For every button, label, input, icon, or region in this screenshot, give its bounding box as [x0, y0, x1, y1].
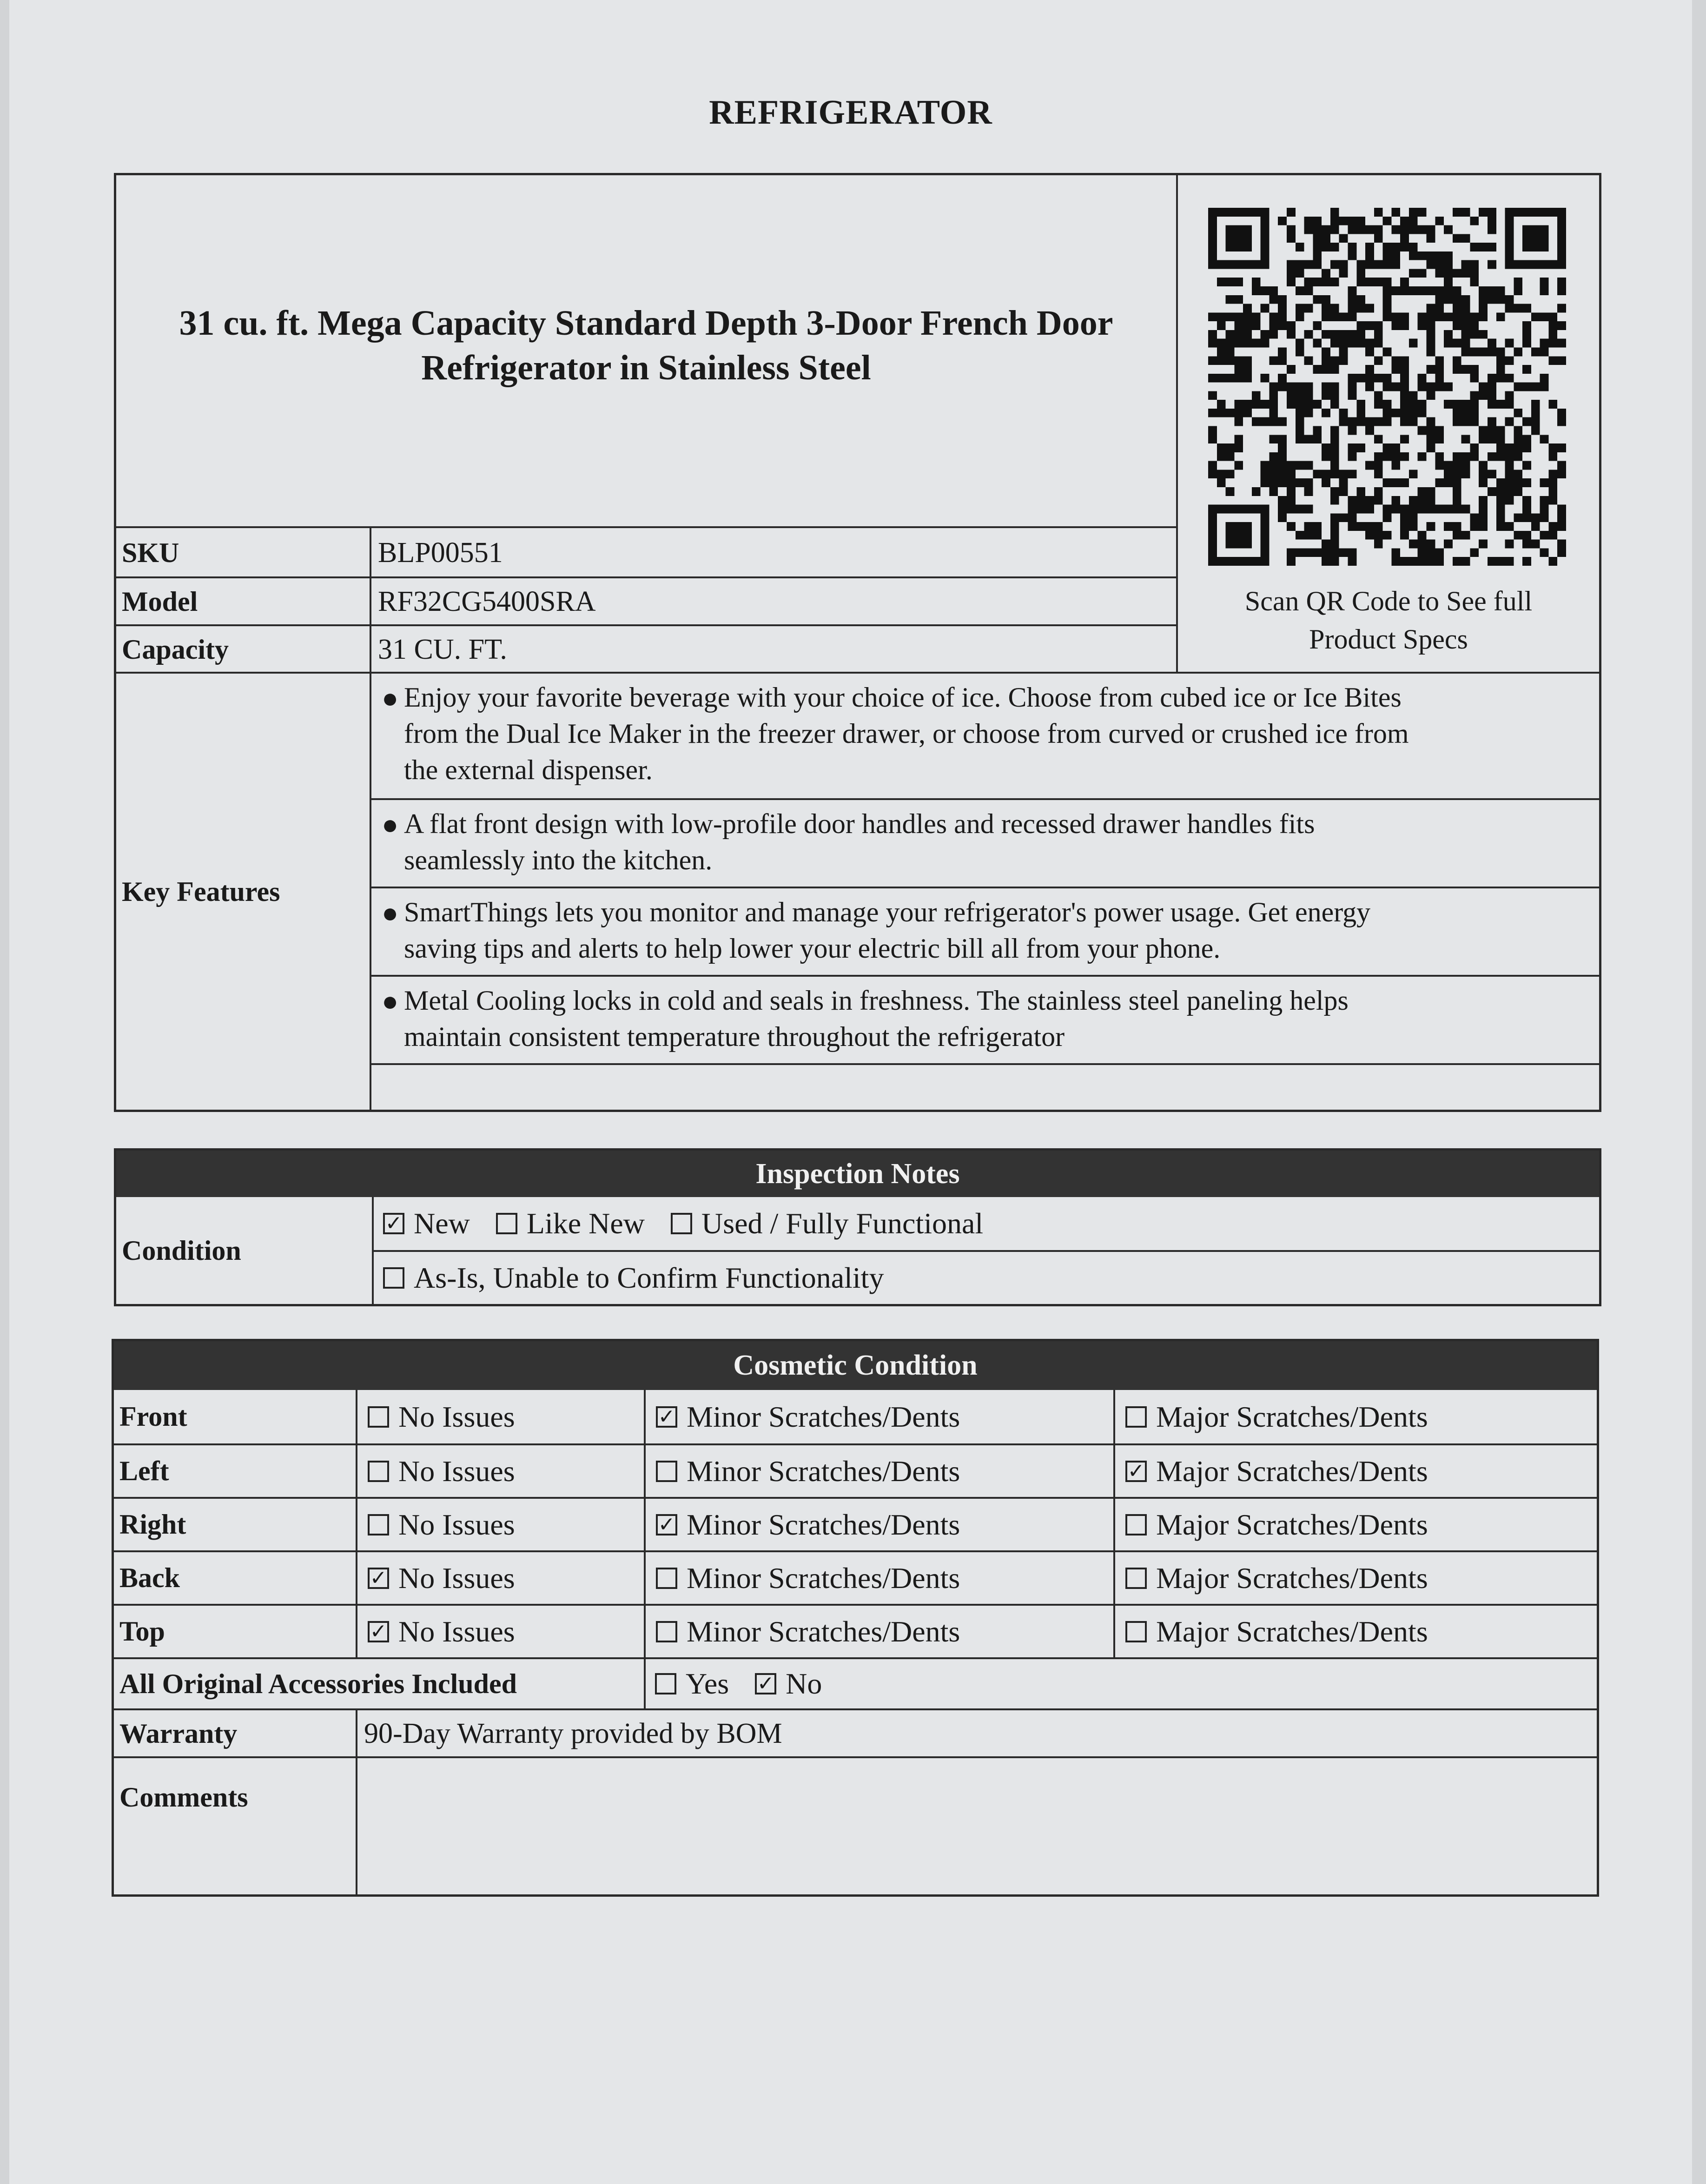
checkbox[interactable] — [656, 1461, 677, 1482]
option-label: No — [786, 1667, 822, 1700]
feature-line: maintain consistent temperature throughout the refrigerator — [404, 1021, 1065, 1052]
option-label: No Issues — [398, 1561, 515, 1595]
warranty-value: 90-Day Warranty provided by BOM — [356, 1708, 1597, 1757]
checkbox[interactable] — [1125, 1621, 1147, 1642]
product-name-line2: Refrigerator in Stainless Steel — [421, 348, 871, 387]
comments-label: Comments — [114, 1756, 356, 1894]
option-label: Minor Scratches/Dents — [687, 1615, 960, 1648]
cosmetic-option[interactable] — [1113, 1390, 1597, 1443]
feature-line: Enjoy your favorite beverage with your choice of ice. Choose from cubed ice or Ice Bites — [404, 682, 1402, 713]
checkbox[interactable]: ✓ — [656, 1514, 677, 1535]
feature-line: seamlessly into the kitchen. — [404, 845, 713, 875]
checkbox[interactable]: ✓ — [368, 1568, 389, 1589]
checkbox-as-is[interactable] — [383, 1267, 404, 1289]
condition-option-like-new[interactable] — [496, 1206, 645, 1241]
feature-item — [371, 674, 1599, 800]
feature-line: saving tips and alerts to help lower your electric bill all from your phone. — [404, 933, 1221, 964]
option-label: No Issues — [398, 1400, 515, 1433]
feature-line: A flat front design with low-profile door handles and recessed drawer handles fits — [404, 808, 1315, 839]
feature-line: Metal Cooling locks in cold and seals in freshness. The stainless steel paneling helps — [404, 985, 1349, 1016]
feature-item — [371, 800, 1599, 888]
condition-option-as-is[interactable] — [383, 1261, 884, 1295]
checkbox-like-new[interactable] — [496, 1213, 517, 1234]
cosmetic-row-label: Front — [119, 1401, 187, 1432]
option-label: Major Scratches/Dents — [1156, 1400, 1428, 1433]
checkbox[interactable] — [1125, 1568, 1147, 1589]
option-label: As-Is, Unable to Confirm Functionality — [414, 1261, 884, 1294]
document-sheet — [9, 0, 1692, 2184]
inspection-table — [114, 1148, 1601, 1306]
product-name-line1: 31 cu. ft. Mega Capacity Standard Depth 3-Door French Door — [179, 304, 1113, 343]
cosmetic-option[interactable] — [356, 1443, 644, 1497]
cosmetic-option[interactable] — [356, 1390, 644, 1443]
product-name — [116, 301, 1176, 390]
capacity-value: 31 CU. FT. — [370, 624, 1176, 673]
checkbox[interactable] — [368, 1461, 389, 1482]
accessories-label: All Original Accessories Included — [114, 1657, 644, 1708]
cosmetic-option[interactable] — [1113, 1443, 1597, 1497]
option-label: Minor Scratches/Dents — [687, 1561, 960, 1595]
comments-field[interactable] — [356, 1756, 1597, 1894]
qr-code-icon[interactable] — [1208, 208, 1566, 566]
option-label: No Issues — [398, 1615, 515, 1648]
inspection-header: Inspection Notes — [116, 1151, 1599, 1197]
key-features-label: Key Features — [116, 672, 370, 1110]
cosmetic-option[interactable] — [1113, 1550, 1597, 1604]
feature-item — [371, 977, 1599, 1065]
option-label: No Issues — [398, 1508, 515, 1541]
condition-option-used[interactable] — [671, 1206, 983, 1241]
product-name-cell — [116, 175, 1176, 529]
cosmetic-row-label: Left — [114, 1443, 356, 1497]
checkbox[interactable]: ✓ — [656, 1406, 677, 1428]
feature-line: from the Dual Ice Maker in the freezer drawer, or choose from curved or crushed ice from — [404, 718, 1409, 749]
key-features-list — [370, 672, 1599, 1110]
bullet-icon: ● — [382, 986, 399, 1017]
model-value: RF32CG5400SRA — [370, 576, 1176, 625]
option-label: Minor Scratches/Dents — [687, 1400, 960, 1433]
qr-caption — [1178, 582, 1599, 658]
bullet-icon: ● — [382, 898, 399, 928]
option-label: New — [414, 1207, 470, 1240]
cosmetic-option[interactable] — [644, 1497, 1113, 1550]
feature-line: SmartThings lets you monitor and manage your refrigerator's power usage. Get energy — [404, 897, 1371, 927]
feature-line: the external dispenser. — [404, 754, 653, 785]
option-label: Like New — [526, 1207, 645, 1240]
option-label: Major Scratches/Dents — [1156, 1561, 1428, 1595]
cosmetic-option[interactable] — [1113, 1497, 1597, 1550]
checkbox[interactable] — [368, 1514, 389, 1535]
capacity-label: Capacity — [116, 624, 370, 673]
checkbox-yes[interactable] — [655, 1673, 676, 1694]
accessories-option-no[interactable] — [755, 1667, 822, 1701]
qr-caption-line1: Scan QR Code to See full — [1244, 586, 1533, 616]
cosmetic-option[interactable] — [644, 1550, 1113, 1604]
qr-caption-line2: Product Specs — [1309, 624, 1468, 655]
cosmetic-row-label: Right — [114, 1497, 356, 1550]
document-title: REFRIGERATOR — [709, 93, 992, 132]
option-label: Yes — [686, 1667, 729, 1700]
option-label: Major Scratches/Dents — [1156, 1615, 1428, 1648]
checkbox[interactable] — [656, 1621, 677, 1642]
option-label: Major Scratches/Dents — [1156, 1454, 1428, 1488]
feature-item — [371, 888, 1599, 977]
checkbox-no[interactable]: ✓ — [755, 1673, 776, 1694]
cosmetic-header: Cosmetic Condition — [114, 1341, 1597, 1390]
cosmetic-option[interactable] — [1113, 1604, 1597, 1657]
model-label: Model — [116, 576, 370, 625]
cosmetic-option[interactable] — [356, 1604, 644, 1657]
bullet-icon: ● — [382, 809, 399, 840]
product-table — [114, 173, 1601, 1112]
bullet-icon: ● — [382, 683, 399, 714]
cosmetic-row-label: Top — [114, 1604, 356, 1657]
checkbox[interactable] — [368, 1406, 389, 1428]
option-label: Minor Scratches/Dents — [687, 1508, 960, 1541]
checkbox[interactable] — [1125, 1514, 1147, 1535]
sku-value: BLP00551 — [370, 526, 1176, 577]
checkbox-new[interactable]: ✓ — [383, 1213, 404, 1234]
cosmetic-option[interactable] — [356, 1550, 644, 1604]
option-label: Used / Fully Functional — [701, 1207, 984, 1240]
checkbox[interactable]: ✓ — [368, 1621, 389, 1642]
checkbox[interactable] — [656, 1568, 677, 1589]
cosmetic-option[interactable] — [644, 1443, 1113, 1497]
option-label: No Issues — [398, 1454, 515, 1488]
cosmetic-option[interactable] — [644, 1390, 1113, 1443]
cosmetic-table — [112, 1339, 1599, 1897]
option-label: Minor Scratches/Dents — [687, 1454, 960, 1488]
checkbox[interactable]: ✓ — [1125, 1461, 1147, 1482]
accessories-options — [644, 1657, 1597, 1708]
cosmetic-option[interactable] — [644, 1604, 1113, 1657]
cosmetic-option[interactable] — [356, 1497, 644, 1550]
checkbox-used[interactable] — [671, 1213, 692, 1234]
accessories-option-yes[interactable] — [655, 1667, 729, 1701]
condition-option-new[interactable] — [383, 1206, 470, 1241]
cosmetic-row-label: Back — [114, 1550, 356, 1604]
checkbox[interactable] — [1125, 1406, 1147, 1428]
condition-row-1 — [372, 1197, 1599, 1252]
sku-label: SKU — [116, 526, 370, 577]
condition-row-2 — [372, 1252, 1599, 1304]
qr-cell — [1176, 175, 1599, 673]
condition-label: Condition — [122, 1235, 241, 1266]
warranty-label: Warranty — [114, 1708, 356, 1757]
option-label: Major Scratches/Dents — [1156, 1508, 1428, 1541]
